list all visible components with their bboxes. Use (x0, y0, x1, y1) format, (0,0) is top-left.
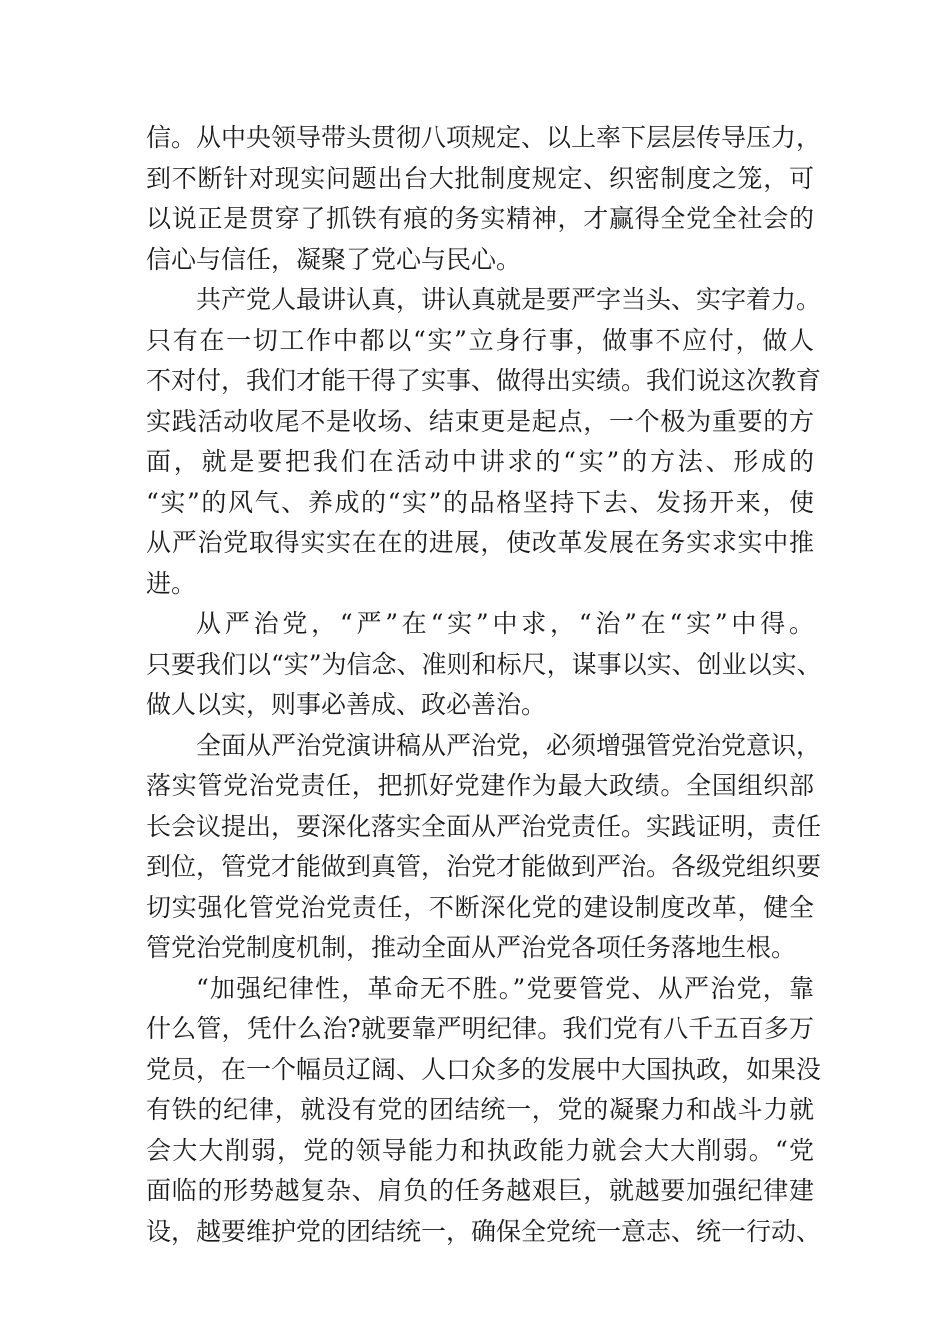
paragraph-line: 到不断针对现实问题出台大批制度规定、织密制度之笼，可 (146, 163, 814, 193)
paragraph-line: 以说正是贯穿了抓铁有痕的务实精神，才赢得全党全社会的 (146, 204, 814, 233)
paragraph-4 (146, 726, 822, 969)
paragraph-line: 信。从中央领导带头贯彻八项规定、以上率下层层传导压力， (146, 123, 822, 152)
paragraph-5 (146, 969, 822, 1253)
paragraph-line: 全面从严治党演讲稿从严治党，必须增强管党治党意识， (196, 730, 822, 760)
paragraph-line: 有铁的纪律，就没有党的团结统一，党的凝聚力和战斗力就 (146, 1095, 814, 1124)
paragraph-line: 共产党人最讲认真，讲认真就是要严字当头、实字着力。 (196, 285, 822, 314)
paragraph-line: 到位，管党才能做到真管，治党才能做到严治。各级党组织要 (146, 852, 822, 881)
paragraph-line: 长会议提出，要深化落实全面从严治党责任。实践证明，责任 (146, 811, 822, 841)
paragraph-2 (146, 280, 822, 604)
paragraph-line: 切实强化管党治党责任，不断深化党的建设制度改革，健全 (146, 892, 814, 922)
paragraph-line: 设，越要维护党的团结统一，确保全党统一意志、统一行动、 (146, 1216, 822, 1246)
paragraph-line: 管党治党制度机制，推动全面从严治党各项任务落地生根。 (146, 933, 797, 962)
paragraph-line: “实”的风气、养成的“实”的品格坚持下去、发扬开来，使 (146, 487, 814, 517)
paragraph-line: 只有在一切工作中都以“实”立身行事，做事不应付，做人 (146, 325, 814, 355)
paragraph-1 (146, 118, 822, 280)
paragraph-line: 只要我们以“实”为信念、准则和标尺，谋事以实、创业以实、 (146, 649, 822, 679)
paragraph-line: 党员，在一个幅员辽阔、人口众多的发展中大国执政，如果没 (146, 1054, 822, 1084)
paragraph-line: 做人以实，则事必善成、政必善治。 (146, 690, 547, 719)
paragraph-line: 进。 (146, 568, 197, 598)
paragraph-line: 从严治党，“严”在“实”中求，“治”在“实”中得。 (196, 609, 814, 638)
paragraph-line: 落实管党治党责任，把抓好党建作为最大政绩。全国组织部 (146, 771, 814, 800)
document-page (146, 118, 822, 1252)
paragraph-line: 面，就是要把我们在活动中讲求的“实”的方法、形成的 (146, 447, 814, 476)
paragraph-line: 什么管，凭什么治?就要靠严明纪律。我们党有八千五百多万 (146, 1014, 814, 1043)
paragraph-3 (146, 604, 822, 726)
paragraph-line: 会大大削弱，党的领导能力和执政能力就会大大削弱。“党 (146, 1135, 814, 1165)
paragraph-line: 信心与信任，凝聚了党心与民心。 (146, 244, 522, 274)
paragraph-line: “加强纪律性，革命无不胜。”党要管党、从严治党，靠 (196, 973, 814, 1003)
paragraph-line: 面临的形势越复杂、肩负的任务越艰巨，就越要加强纪律建 (146, 1176, 814, 1205)
paragraph-line: 从严治党取得实实在在的进展，使改革发展在务实求实中推 (146, 528, 814, 557)
paragraph-line: 实践活动收尾不是收场、结束更是起点，一个极为重要的方 (146, 406, 814, 436)
paragraph-line: 不对付，我们才能干得了实事、做得出实绩。我们说这次教育 (146, 366, 822, 395)
